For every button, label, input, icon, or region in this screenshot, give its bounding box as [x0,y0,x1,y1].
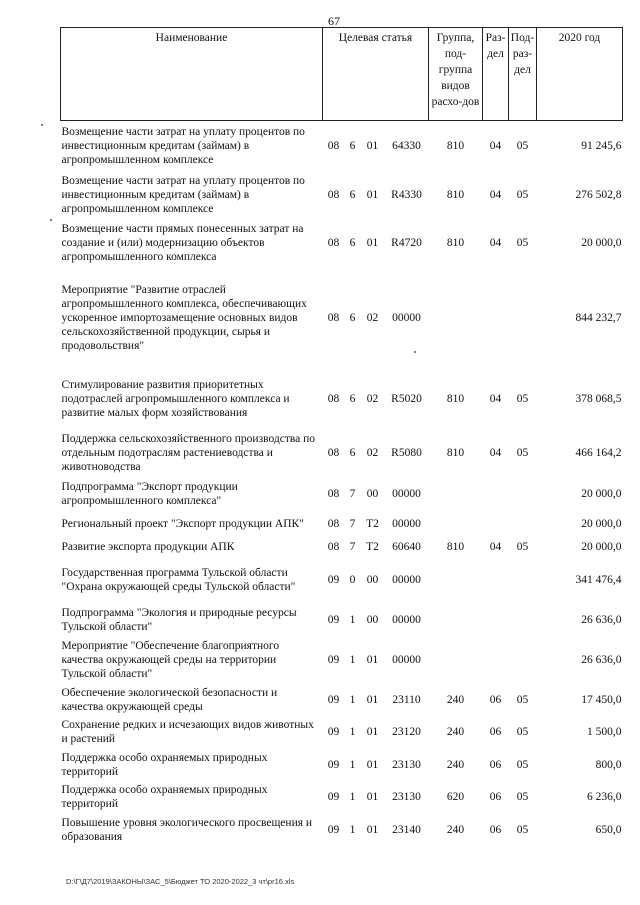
expense-group: 240 [446,758,465,771]
code-direction: R5080 [391,446,422,459]
code-subprogram: 6 [349,392,356,405]
table-row [61,814,623,846]
table-row [61,749,623,781]
code-subprogram: 0 [349,573,356,586]
header-row [61,28,623,121]
code-direction: 00000 [392,518,421,530]
code-subprogram: 7 [349,541,356,553]
code-program: 08 [327,392,340,405]
expense-group [429,604,483,636]
subsection-code: 05 [516,541,529,553]
subsection-code [509,267,537,370]
code-subprogram: 1 [349,726,356,738]
section-code [483,267,509,370]
subsection-code [509,556,537,604]
code-program: 08 [327,541,340,553]
code-program: 09 [327,726,340,738]
row-name: Повышение уровня экологического просвещения и образования [61,816,313,843]
row-name: Поддержка особо охраняемых природных территорий [61,751,268,778]
code-program: 08 [327,140,340,153]
code-direction: R4330 [391,189,422,201]
row-name: Возмещение части прямых понесенных затрат на создание и (или) модернизацию объектов агропромышленного комплекса [61,222,304,263]
code-subprogram: 1 [349,693,356,706]
table-row [61,219,623,267]
subsection-code [509,636,537,684]
amount-2020: 466 164,2 [575,446,622,459]
code-subprogram: 7 [349,518,356,530]
expense-group: 240 [446,693,465,706]
amount-2020: 341 476,4 [575,573,622,586]
expense-group: 810 [446,189,465,201]
code-event: T2 [366,541,379,553]
row-name: Обеспечение экологической безопасности и качества окружающей среды [61,686,278,713]
header-subsection: Под-раз-дел [509,28,537,121]
amount-2020: 276 502,8 [575,189,622,201]
table-row [61,267,623,370]
code-subprogram: 1 [349,653,356,666]
row-name: Поддержка особо охраняемых природных территорий [61,784,268,810]
row-name: Государственная программа Тульской области "Охрана окружающей среды Тульской области" [61,566,296,593]
section-code: 06 [489,791,502,803]
code-direction: 23130 [392,791,421,803]
code-subprogram: 6 [349,312,356,324]
code-event: 02 [366,446,379,459]
code-program: 09 [327,653,340,666]
amount-2020: 844 232,7 [575,312,622,324]
expense-group: 620 [446,791,465,803]
budget-table [60,27,623,846]
code-program: 08 [327,189,340,201]
code-event: 00 [366,613,379,626]
expense-group [429,267,483,370]
section-code: 04 [489,541,502,553]
section-code: 06 [489,726,502,738]
section-code: 04 [489,446,502,459]
scan-speck [50,219,52,221]
amount-2020: 20 000,0 [581,541,622,553]
row-name: Возмещение части затрат на уплату процентов по инвестиционным кредитам (займам) в агропромышленном комплексе [61,175,305,215]
section-code: 04 [489,392,502,405]
amount-2020: 1 500,0 [587,726,622,738]
code-subprogram: 6 [349,189,356,201]
row-name: Поддержка сельскохозяйственного производства по отдельным подотраслям растениеводства и животноводства [61,432,316,473]
section-code: 06 [489,823,502,836]
scan-speck [41,124,43,126]
section-code: 04 [489,189,502,201]
code-direction: 23110 [392,693,421,706]
code-program: 08 [327,312,340,324]
code-subprogram: 7 [349,487,356,500]
code-subprogram: 6 [349,140,356,153]
code-program: 08 [327,236,340,249]
code-direction: 60640 [392,541,421,553]
amount-2020: 6 236,0 [587,791,622,803]
subsection-code: 05 [516,392,529,405]
code-subprogram: 1 [349,791,356,803]
code-event: 01 [366,236,379,249]
subsection-code [509,510,537,539]
subsection-code: 05 [516,823,529,836]
section-code [483,604,509,636]
row-name: Подпрограмма "Экспорт продукции агропромышленного комплекса" [61,480,238,507]
expense-group: 810 [446,446,465,459]
code-event: 01 [366,653,379,666]
code-program: 09 [327,823,340,836]
code-event: 01 [366,823,379,836]
expense-group: 810 [446,236,465,249]
row-name: Мероприятие "Обеспечение благоприятного качества окружающей среды на территории Тульской области" [61,639,280,680]
table-row [61,781,623,814]
expense-group [429,556,483,604]
table-row [61,478,623,510]
code-event: T2 [366,518,379,530]
table-row [61,716,623,749]
subsection-code: 05 [516,758,529,771]
row-name: Стимулирование развития приоритетных подотраслей агропромышленного комплекса и развитие малых форм хозяйствования [61,378,290,419]
table-row [61,370,623,428]
code-subprogram: 6 [349,446,356,459]
code-program: 09 [327,758,340,771]
code-direction: 64330 [392,140,421,153]
amount-2020: 378 068,5 [575,392,622,405]
subsection-code: 05 [516,726,529,738]
code-program: 08 [327,487,340,500]
code-subprogram: 6 [349,236,356,249]
subsection-code: 05 [516,693,529,706]
code-subprogram: 1 [349,758,356,771]
section-code [483,556,509,604]
subsection-code: 05 [516,140,529,153]
code-program: 09 [327,791,340,803]
subsection-code: 05 [516,236,529,249]
expense-group [429,510,483,539]
section-code [483,478,509,510]
code-direction: R5020 [391,392,422,405]
code-direction: 23120 [392,726,421,738]
code-program: 09 [327,573,340,586]
row-name: Сохранение редких и исчезающих видов животных и растений [61,719,314,745]
code-event: 01 [366,726,379,738]
code-program: 08 [327,518,340,530]
expense-group: 810 [446,541,465,553]
amount-2020: 650,0 [595,823,622,836]
code-direction: 00000 [392,487,421,500]
table-row [61,121,623,172]
page-number: 67 [328,14,340,28]
code-event: 02 [366,312,379,324]
header-year: 2020 год [537,28,623,121]
code-event: 00 [366,487,379,500]
code-direction: 00000 [392,613,421,626]
scan-speck [414,351,416,353]
table-row [61,556,623,604]
code-direction: 00000 [392,653,421,666]
file-path-footer: D:\Г\Д7\2019\ЗАКОНЫ\ЗАС_5\Бюджет ТО 2020-2022_3 чт\pr16.xls [66,877,295,886]
code-event: 01 [366,791,379,803]
row-name: Возмещение части затрат на уплату процентов по инвестиционным кредитам (займам) в агропромышленном комплексе [61,126,305,167]
code-event: 00 [366,573,379,586]
code-event: 01 [366,693,379,706]
amount-2020: 91 245,6 [581,140,622,153]
code-direction: 00000 [392,573,421,586]
section-code: 06 [489,693,502,706]
section-code: 04 [489,236,502,249]
table-row [61,539,623,556]
amount-2020: 26 636,0 [581,613,622,626]
table-row [61,428,623,478]
code-event: 02 [366,392,379,405]
code-direction: 00000 [392,312,421,324]
subsection-code [509,604,537,636]
header-name: Наименование [61,28,323,121]
expense-group: 240 [446,726,465,738]
code-event: 01 [366,140,379,153]
row-name: Мероприятие "Развитие отраслей агропромышленного комплекса, обеспечивающих ускоренное импортозамещение основных видов сельскохозяйственной продукции, сырья и продовольствия" [61,284,307,352]
code-direction: R4720 [391,236,422,249]
code-event: 01 [366,189,379,201]
expense-group: 810 [446,140,465,153]
amount-2020: 800,0 [595,758,622,771]
expense-group: 240 [446,823,465,836]
code-subprogram: 1 [349,613,356,626]
amount-2020: 17 450,0 [581,693,622,706]
table-row [61,510,623,539]
section-code [483,510,509,539]
code-program: 08 [327,446,340,459]
section-code: 04 [489,140,502,153]
code-subprogram: 1 [349,823,356,836]
section-code: 06 [489,758,502,771]
expense-group [429,636,483,684]
amount-2020: 20 000,0 [581,518,622,530]
code-program: 09 [327,613,340,626]
subsection-code: 05 [516,791,529,803]
code-direction: 23140 [392,823,421,836]
amount-2020: 20 000,0 [581,487,622,500]
header-target: Целевая статья [323,28,429,121]
section-code [483,636,509,684]
subsection-code: 05 [516,189,529,201]
row-name: Региональный проект "Экспорт продукции АПК" [61,518,304,530]
subsection-code: 05 [516,446,529,459]
row-name: Развитие экспорта продукции АПК [61,541,235,553]
row-name: Подпрограмма "Экология и природные ресурсы Тульской области" [61,606,297,633]
code-event: 01 [366,758,379,771]
table-row [61,604,623,636]
code-program: 09 [327,693,340,706]
subsection-code [509,478,537,510]
table-row [61,172,623,219]
header-group: Группа, под-группа видов расхо-дов [429,28,483,121]
header-section: Раз-дел [483,28,509,121]
amount-2020: 20 000,0 [581,236,622,249]
expense-group: 810 [446,392,465,405]
code-direction: 23130 [392,758,421,771]
table-row [61,636,623,684]
amount-2020: 26 636,0 [581,653,622,666]
expense-group [429,478,483,510]
table-row [61,684,623,716]
